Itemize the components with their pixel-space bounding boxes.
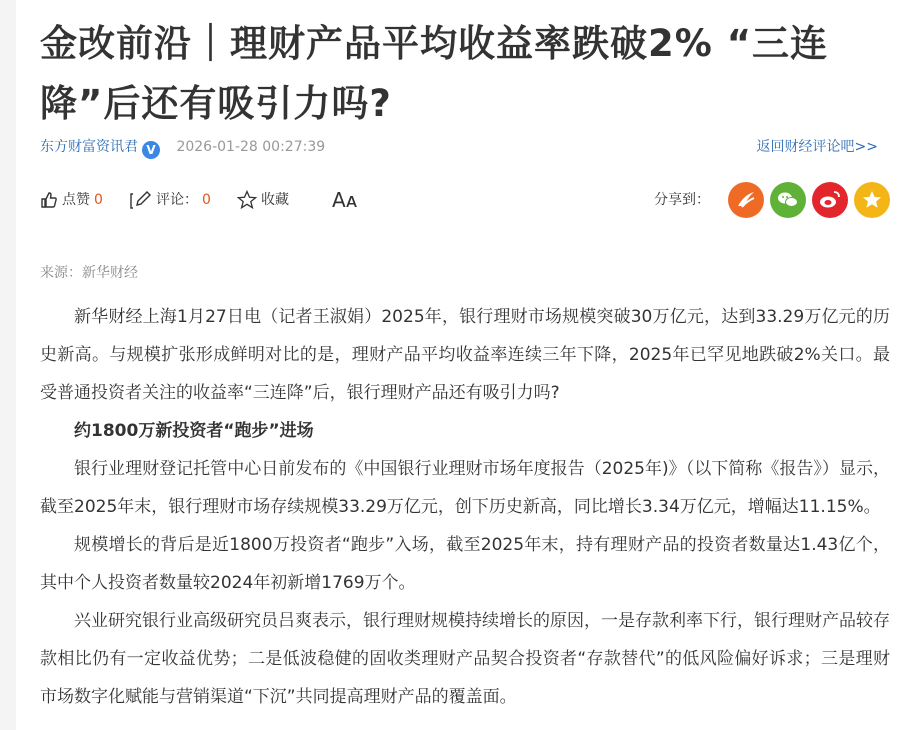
share-bar	[654, 180, 890, 220]
comment-button[interactable]	[130, 180, 211, 220]
star-icon	[237, 190, 257, 210]
like-count: 0	[94, 192, 103, 208]
thumbs-up-icon	[40, 191, 58, 209]
paragraph: 新华财经上海1月27日电（记者王淑娟）2025年，银行理财市场规模突破30万亿元，达到33.29万亿元的历史新高。与规模扩张形成鲜明对比的是，理财产品平均收益率连续三年下降，2025年已罕见地跌破2%关口。最受普通投资者关注的收益率“三连降”后，银行理财产品还有吸引力吗?	[40, 307, 890, 403]
font-size-button[interactable]	[332, 180, 358, 220]
author-link[interactable]: 东方财富资讯君	[40, 139, 138, 155]
article-title: 金改前沿｜理财产品平均收益率跌破2% “三连降”后还有吸引力吗?	[40, 22, 829, 125]
comment-count: 0	[202, 192, 211, 208]
article-source: 来源：新华财经	[40, 265, 138, 281]
article-container	[40, 0, 890, 707]
article-meta	[40, 135, 890, 159]
paragraph: 兴业研究银行业高级研究员吕爽表示，银行理财规模持续增长的原因，一是存款利率下行，银行理财产品较存款相比仍有一定收益优势；二是低波稳健的固收类理财产品契合投资者“存款替代”的低风险偏好诉求；三是理财市场数字化赋能与营销渠道“下沉”共同提高理财产品的覆盖面。	[40, 611, 890, 707]
article-body	[40, 298, 890, 716]
share-weibo-icon[interactable]	[812, 182, 848, 218]
back-to-forum-link[interactable]: 返回财经评论吧>>	[756, 139, 878, 155]
publish-time: 2026-01-28 00:27:39	[176, 139, 326, 155]
left-gutter	[0, 0, 16, 730]
like-button[interactable]	[40, 180, 103, 220]
favorite-button[interactable]	[237, 180, 289, 220]
like-label: 点赞	[62, 192, 90, 208]
share-east-money-icon[interactable]	[728, 182, 764, 218]
share-wechat-icon[interactable]	[770, 182, 806, 218]
favorite-label: 收藏	[261, 192, 289, 208]
share-star-icon[interactable]	[854, 182, 890, 218]
paragraph: 规模增长的背后是近1800万投资者“跑步”入场，截至2025年末，持有理财产品的投资者数量达1.43亿个，其中个人投资者数量较2024年初新增1769万个。	[40, 535, 890, 593]
edit-icon	[130, 190, 152, 210]
verified-icon: V	[142, 141, 160, 159]
comment-label: 评论：	[156, 192, 198, 208]
article-toolbar	[40, 180, 890, 220]
subheading: 约1800万新投资者“跑步”进场	[74, 421, 314, 441]
font-size-icon: Aᴀ	[332, 188, 358, 212]
paragraph: 银行业理财登记托管中心日前发布的《中国银行业理财市场年度报告（2025年)》（以下简称《报告》）显示，截至2025年末，银行理财市场存续规模33.29万亿元，创下历史新高，同比增长3.34万亿元，增幅达11.15%。	[40, 459, 890, 517]
share-label: 分享到：	[654, 192, 710, 208]
